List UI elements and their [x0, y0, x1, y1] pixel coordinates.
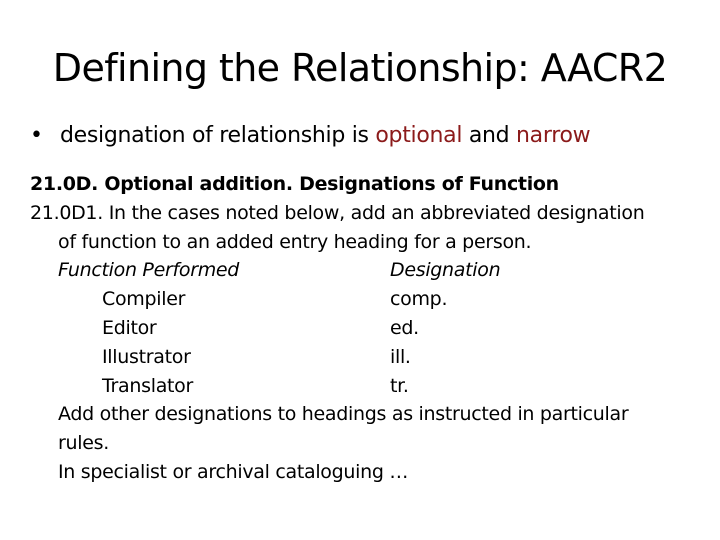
row-function: Editor: [102, 317, 157, 339]
row-function: Translator: [102, 375, 194, 397]
row-designation: comp.: [390, 288, 448, 310]
row-function: Compiler: [102, 288, 186, 310]
slide-title: Defining the Relationship: AACR2: [52, 46, 668, 90]
rule-line-1: 21.0D1. In the cases noted below, add an abbreviated designation: [30, 202, 645, 224]
header-function: Function Performed: [58, 259, 240, 281]
header-designation: Designation: [390, 259, 501, 281]
row-function: Illustrator: [102, 346, 191, 368]
row-designation: ed.: [390, 317, 419, 339]
highlight-optional: optional: [375, 123, 463, 148]
rule-heading: 21.0D. Optional addition. Designations of Function: [30, 173, 559, 195]
after-line-1: Add other designations to headings as instructed in particular: [58, 403, 629, 425]
highlight-narrow: narrow: [516, 123, 591, 148]
bullet-text-middle: and: [462, 123, 517, 148]
bullet-text-prefix: designation of relationship is: [60, 123, 376, 148]
row-designation: tr.: [390, 375, 409, 397]
bullet-point: [30, 120, 590, 152]
row-designation: ill.: [390, 346, 411, 368]
rule-line-2: of function to an added entry heading for a person.: [58, 231, 532, 253]
bullet-icon: •: [30, 123, 43, 148]
after-line-3: In specialist or archival cataloguing …: [58, 461, 409, 483]
after-line-2: rules.: [58, 432, 109, 454]
